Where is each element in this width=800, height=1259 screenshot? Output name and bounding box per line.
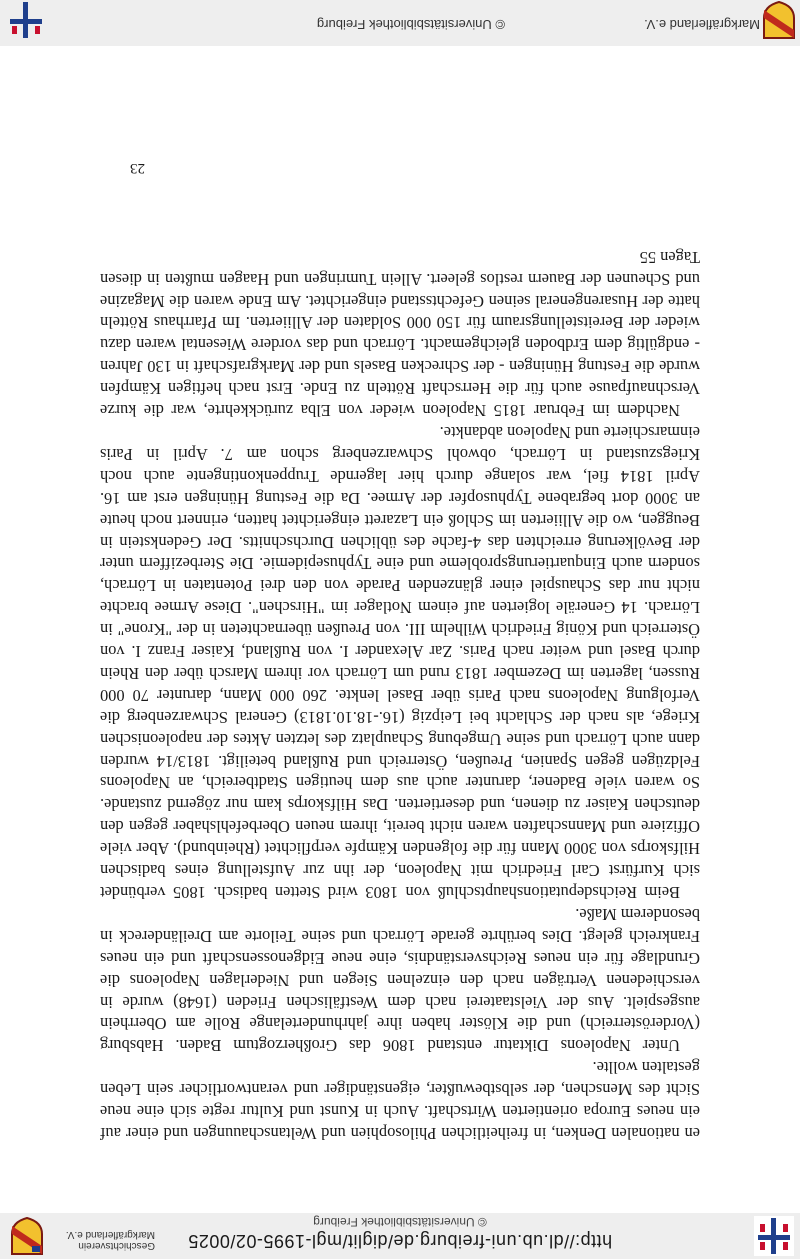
paragraph: en nationalen Denken, in freiheitlichen Philosophien und Weltanschauungen und einer auf ein neues Europa orientierten Wirtschaft. Auch in Kunst und Kultur regte sich eine neue Sicht des Menschen, der selbstbewußter, eigenständiger und verantwortlicher sein Leben gestalten wollte.	[100, 1058, 700, 1143]
copyright-line: © Universitätsbibliothek Freiburg	[313, 1215, 487, 1229]
page-number: 23	[130, 160, 145, 176]
society-crest-icon	[762, 0, 796, 40]
document-url[interactable]: http://dl.ub.uni-freiburg.de/diglit/mgl-1995-02/0025	[187, 1231, 613, 1251]
viewer-footer-band	[0, 0, 800, 46]
paragraph: Beim Reichsdeputationshauptschluß von 1803 wird Stetten badisch. 1805 verbündet sich Kurfürst Carl Friedrich mit Napoleon, der ihn zur Aufstellung eines badischen Hilfskorps von 3000 Mann für die folgenden Kämpfe verpflichtet (Rheinbund). Aber viele Offiziere und Mannschaften waren nicht bereit, ihrem neuen Oberbefehlshaber gegen den deutschen Kaiser zu dienen, und desertierten. Das Hilfskorps kam nur zögernd zustande. So waren viele Badener, darunter auch aus dem heutigen Stadtbereich, an Napoleons Feldzügen gegen Spanien, Preußen, Österreich und Rußland beteiligt. 1813/14 wurden dann auch Lörrach und seine Umgebung Schauplatz des letzten Aktes der napoleonischen Kriege, als nach der Schlacht bei Leipzig (16.-18.10.1813) General Schwarzenberg die Verfolgung Napoleons nach Paris über Basel lenkte. 260 000 Mann, darunter 70 000 Russen, lagerten im Dezember 1813 rund um Lörrach vor ihrem Marsch über den Rhein durch Basel und weiter nach Paris. Zar Alexander I. von Rußland, Kaiser Franz I. von Österreich und König Friedrich Wilhelm III. von Preußen übernachteten in der "Krone" in Lörrach. 14 Generäle logierten auf einem Notlager im "Hirschen". Diese Armee brachte nicht nur das Schauspiel einer glänzenden Parade von den drei Potentaten in Lörrach, sondern auch Einquartierungsprobleme und eine Typhusepidemie. Die Sterbeziffern unter der Bevölkerung erreichten das 4-fache des üblichen Durchschnitts. Der Gedenkstein in Beuggen, wo die Alliierten im Schloß ein Lazarett eingerichtet hatten, erinnert noch heute an 3000 dort begrabene Typhusopfer der Armee. Da die Festung Hüningen erst am 16. April 1814 fiel, war solange durch hier lagernde Truppenkontingente auch noch Kriegszustand in Lörrach, obwohl Schwarzenberg schon am 7. April in Paris einmarschierte und Napoleon abdankte.	[100, 423, 700, 903]
ub-freiburg-logo-icon	[6, 0, 46, 40]
society-name-line1: Geschichtsverein	[78, 1240, 155, 1251]
society-name	[66, 1229, 155, 1251]
footer-copyright: © Universitätsbibliothek Freiburg	[316, 17, 505, 32]
paragraph: Nachdem im Februar 1815 Napoleon wieder von Elba zurückkehrte, war die kurze Verschnaufpause auch für die Herrschaft Rötteln zu Ende. Erst nach heftigen Kämpfen wurde die Festung Hüningen - der Schrecken Basels und der Markgrafschaft in 130 Jahren - endgültig dem Erdboden gleichgemacht. Lörrach und das vordere Wiesental waren dazu wieder der Bereitstellungsraum für 150 000 Soldaten der Alliierten. Im Pfarrhaus Rötteln hatte der Husarengeneral seinen Gefechtsstand eingerichtet. Am Ende waren die Magazine und Scheunen der Bauern restlos geleert. Allein Tumringen und Haagen mußten in diesen Tagen 55	[100, 247, 700, 421]
society-crest-icon	[10, 1216, 44, 1256]
society-name-line2: Markgräflerland e.V.	[65, 1229, 155, 1240]
footer-society: Markgräflerland e.V.	[644, 17, 760, 32]
paragraph: Unter Napoleons Diktatur entstand 1806 das Großherzogtum Baden. Habsburg (Vorderösterreich) und die Klöster haben ihre jahrhundertelange Rolle am Oberrhein ausgespielt. Aus der Vielstaaterei nach dem Westfälischen Frieden (1648) wurde in verschiedenen Verträgen nach den einzelnen Siegen und Niederlagen Napoleons die Grundlage für ein neues Reichsverständnis, eine neue Eidgenossenschaft und ein neues Frankreich gelegt. Dies berührte gerade Lörrach und seine Teilorte am Dreiländereck in besonderem Maße.	[100, 904, 700, 1056]
document-text	[100, 246, 700, 1144]
viewer-header-band	[0, 1213, 800, 1259]
